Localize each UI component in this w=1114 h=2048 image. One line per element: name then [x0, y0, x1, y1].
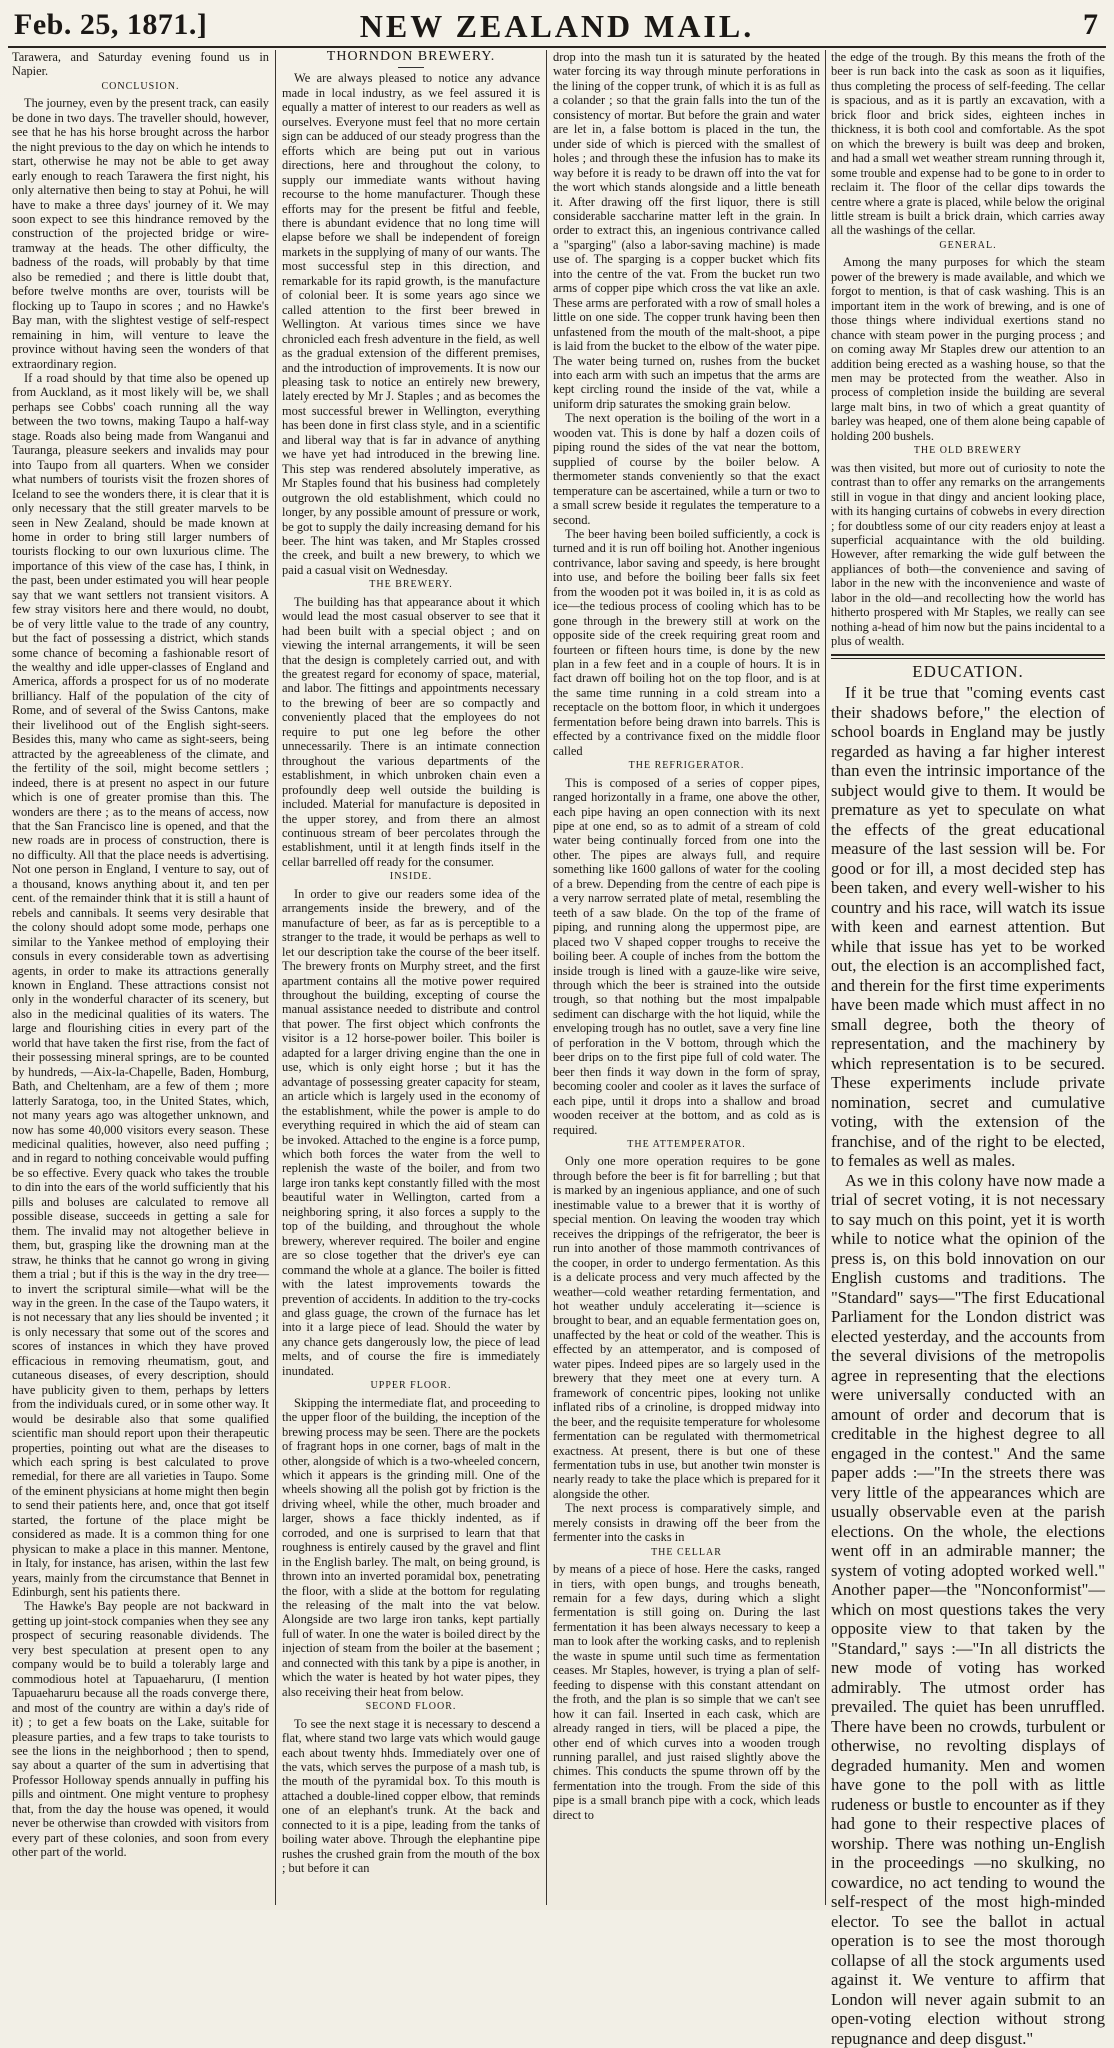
paragraph: Skipping the intermediate flat, and proceeding to the upper floor of the building, the inception of the brewing process may be seen. There are the pockets of fragrant hops in one corner, bags of malt in the other, alongside of which is a two-wheeled concern, which it appears is the grinding mill. One of the wheels showing all the polish got by friction is the driving wheel, while the other, much broader and larger, shows a face thickly indented, as if corroded, and one is surprised to learn that that roughness is entirely caused by the gravel and flint in the English barley. The malt, on being ground, is thrown into an inverted poramidal box, penetrating the floor, with a slide at the bottom for regulating the releasing of the malt into the vat below. Alongside are two large iron tanks, kept partially full of water. In one the water is boiled direct by the injection of steam from the boiler at the basement ; and connected with this tank by a pipe is another, in which the water is heated by hot water pipes, they also receiving their heat from below.: [282, 1395, 540, 1699]
page-number: 7: [1083, 8, 1098, 41]
masthead-rule: [8, 46, 1106, 48]
column-2: [282, 50, 540, 1905]
section-heading-conclusion: CONCLUSION.: [101, 80, 180, 92]
section-heading-cellar: THE CELLAR: [651, 1546, 722, 1558]
section-heading-refrigerator: THE REFRIGERATOR.: [628, 760, 745, 772]
paragraph: This is composed of a series of copper pipes, ranged horizontally in a frame, one above the other, each pipe having an open connection with its next pipe at one end, so as to admit of a stream of cold water being continually forced from one into the other. The pipes are always full, and require something like 1600 gallons of water for the cooling of a brew. Depending from the centre of each pipe is a very narrow serrated plate of metal, resembling the teeth of a saw blade. On the top of the frame of piping, and running along the uppermost pipe, are placed two V shaped copper troughs to receive the boiling beer. A couple of inches from the bottom the inside trough is lined with a gauze-like wire seive, through which the beer is strained into the outside trough, so that nothing but the most impalpable sediment can discharge with the hot liquid, while the enveloping trough has no outlet, save a very fine line of perforation in the V bottom, through which the beer drips on to the first pipe full of cold water. The beer then finds it way down in the form of spray, becoming cooler and cooler as it laves the surface of each pipe, until it drops into a shallow and broad wooden receiver at the bottom, and as cold as is required.: [553, 775, 820, 1137]
lead-line: Tarawera, and Saturday evening found us in Napier.: [12, 50, 269, 79]
newspaper-title: NEW ZEALAND MAIL.: [359, 8, 755, 44]
paragraph: The next process is comparatively simple, and merely consists in drawing off the beer from the fermenter into the casks in: [553, 1501, 820, 1545]
section-heading-general: GENERAL.: [939, 239, 997, 251]
paragraph: The journey, even by the present track, can easily be done in two days. The traveller should, however, see that he has his horse brought across the harbor the night previous to the day on which he intends to start, otherwise he may not be able to get away early enough to reach Tarawera the first night, his only alternative then being to stay at Pohui, he will have to make a three days' journey of it. We may soon expect to see this hindrance removed by the construction of the projected bridge or wire-tramway at the heads. The other difficulty, the badness of the roads, will probably by that time also be remedied ; and there is little doubt that, before twelve months are over, tourists will be flocking up to Taupo in scores ; and no Hawke's Bay man, with the slightest vestige of self-respect remaining in him, will venture to leave the province without having seen the wonders of that extraordinary region.: [12, 96, 269, 371]
column-rule: [825, 50, 826, 1905]
article-title-thorndon-brewery: THORNDON BREWERY.: [326, 49, 496, 64]
title-rule: [398, 67, 424, 68]
paragraph: If a road should by that time also be opened up from Auckland, as it most likely will be, we shall perhaps see Cobbs' coach running all the way between the two towns, making Taupo a half-way stage. Roads also being made from Wanganui and Tauranga, pleasure seekers and invalids may pour into Taupo from all quarters. When we consider what numbers of tourists visit the frozen shores of Iceland to see the wonders there, it is clear that it is only necessary that the still greater marvels to be seen in New Zealand, should be made known at home in order to bring still larger numbers of tourists flocking to our own luxurious clime. The importance of this view of the case has, I think, in the past, been under estimated you will hear people say that we want settlers not transient visitors. A few stray visitors here and there would, no doubt, be of very little value to the trade of any country, but the fact of possessing a district, which stands some chance of becoming a fashionable resort of the wealthy and idle upper-classes of England and America, affords a prospect for us of no moderate brilliancy. Half of the population of the city of Rome, and of several of the Swiss Cantons, make their livelihood out of the English sight-seers. Besides this, many who came as sight-seers, being attracted by the agreeableness of the climate, and the fertility of the soil, might become settlers ; indeed, there is at present no aspect in our future which is one of greater promise than this. The wonders are there ; as to the means of access, now that the San Francisco line is opened, and that the new roads are in process of construction, there is no difficulty. All that the place needs is advertising. Not one person in England, I venture to say, out of a thousand, knows anything about it, and ten per cent. of the remainder think that it is still a haunt of rebels and cannibals. It seems very desirable that the colony should adopt some mode, perhaps one similar to the Yankee method of employing their consuls in every considerable town as advertising agents, in order to make its attractions generally known in England. These attractions consist not only in the wonderful character of its scenery, but also in the medicinal qualities of its waters. The large and flourishing cities in every part of the world that have taken the first rise, from the fact of their possessing mineral springs, are to be counted by hundreds, —Aix-la-Chapelle, Baden, Homburg, Bath, and Cheltenham, are a few of them ; more latterly Saratoga, too, in the United States, which, not many years ago was altogether unknown, and now has some 40,000 visitors every season. These medicinal qualities, however, also need puffing ; and in regard to nothing conceivable would puffing be so effective. Every quack who takes the trouble to din into the ears of the world sufficiently that his pills and boluses are calculated to remove all possible disease, succeeds in getting a sale for them. The invalid may not altogether believe in them, but, grasping like the drowning man at the straw, he thinks that he cannot go wrong in giving them a trial ; but if this is the way in the dry tree—to invert the scriptural simile—what will be the way in the green. In the case of the Taupo waters, it is not necessary that any lies should be invented ; it is only necessary that some out of the scores and scores of instances in which they have proved efficacious in removing rheumatism, gout, and cutaneous diseases, of every description, should have publicity given to them, perhaps by letters from the individuals cured, or in some other way. It would be desirable also that some qualified scientific man should report upon their therapeutic properties, pointing out what are the diseases to which each spring is best calculated to prove remedial, for there are all varieties in Taupo. Some of the eminent physicians at home might then begin to send their patients here, and, once that got itself started, the fortune of the place might be considered as made. It is a common thing for one physican to make a place in this manner. Mentone, in Italy, for instance, has arisen, within the last few years, mainly from the circumstance that Bennet in Edinburgh, sent his patients there.: [12, 370, 269, 1600]
paragraph: The building has that appearance about it which would lead the most casual observer to see that it had been built with a special object ; and on viewing the internal arrangements, it will be seen that the design is completely carried out, and with the greatest regard for economy of space, material, and labor. The fittings and appointments necessary to the brewing of beer are so compactly and conveniently placed that the employees do not require to put one leg before the other unnecessarily. There is an intimate connection throughout the various departments of the establishment, in which unbroken chain even a profoundly deep well outside the building is included. Material for manufacture is deposited in the upper storey, and from there an almost continuous stream of beer percolates through the establishment, until it at length finds itself in the cellar barrelled off ready for the consumer.: [282, 594, 540, 869]
paragraph: the edge of the trough. By this means the froth of the beer is run back into the cask as soon as it liquifies, thus completing the process of self-feeding. The cellar is spacious, and as it is partly an excavation, with a brick floor and brick sides, eighteen inches in thickness, it is both cool and comfortable. As the spot on which the brewery is built was deep and broken, and had a small wet weather stream running through it, some trouble and expense had to be gone to in order to reclaim it. The floor of the cellar dips towards the centre where a grate is placed, while below the original little stream is built a brick drain, which carries away all the washings of the cellar.: [831, 50, 1105, 238]
paragraph: The next operation is the boiling of the wort in a wooden vat. This is done by half a dozen coils of piping round the sides of the vat near the bottom, supplied of course by the boiler below. A thermometer stands conveniently so that the exact temperature can be ascertained, while a turn or two to a small screw beside it regulates the temperature to a second.: [553, 411, 820, 527]
issue-date: Feb. 25, 1871.]: [14, 8, 208, 41]
paragraph: by means of a piece of hose. Here the casks, ranged in tiers, with open bungs, and troughs beneath, remain for a few days, during which a slight fermentation is still going on. During the last fermentation it has been always necessary to keep a man to look after the working casks, and to replenish the waste in spume until such time as fermentation ceases. Mr Staples, however, is trying a plan of self-feeding to dispense with this constant attendant on the froth, and the plan is so simple that we can't see how it can fail. Inserted in each cask, which are already ranged in tiers, will be placed a pipe, the other end of which curves into a wooden trough running parallel, and just raised slightly above the chimes. This conducts the spume thrown off by the fermentation into the trough. From the side of this pipe is a small branch pipe with a cock, which leads direct to: [553, 1562, 820, 1822]
paragraph: The Hawke's Bay people are not backward in getting up joint-stock companies when they see any prospect of securing reasonable dividends. The very best speculation at present open to any company would be to build a tolerably large and commodious hotel at Tapuaeharuru, (I mention Tapuaeharuru because all the roads converge there, and most of the country are within a day's ride of it) ; to get a few boats on the Lake, suitable for pleasure parties, and a few traps to take tourists to see the lions in the neighborhood ; then to spend, say about a quarter of the sum in advertising that Professor Holloway spends annually in puffing his pills and ointment. One might venture to prophesy that, from the day the house was opened, it would never be otherwise than crowded with visitors from every part of these colonies, and soon from every other part of the world.: [12, 1599, 269, 1860]
column-1: [12, 50, 269, 1905]
masthead: [0, 0, 1114, 46]
paragraph: drop into the mash tun it is saturated by the heated water forcing its way through minute perforations in the lining of the copper trunk, of which it is as full as a colander ; so that the grain falls into the tun of the consistency of mortar. But before the grain and water are let in, a false bottom is placed in the tun, the under side of which is pierced with the smallest of holes ; and through these the infusion has to make its way before it is ready to be drawn off into the vat for the wort which stands alongside and a little beneath it. After drawing off the first liquor, there is still considerable saccharine matter left in the grain. In order to extract this, an ingenious contrivance called a "sparging" (also a labor-saving machine) is made use of. The sparging is a copper bucket which fits into the centre of the vat. From the bucket run two arms of copper pipe which cross the vat like an axle. These arms are perforated with a row of small holes a little on one side. The copper trunk having been then unfastened from the mouth of the malt-shoot, a pipe is laid from the bucket to the elbow of the water pipe. The water being turned on, rushes from the bucket into each arm with such an impetus that the arms are kept circling round the inside of the vat, while a uniform drip saturates the smoking grain below.: [553, 50, 820, 411]
section-heading-inside: INSIDE.: [389, 871, 433, 883]
section-heading-second-floor: SECOND FLOOR.: [365, 1701, 457, 1713]
paragraph: Only one more operation requires to be gone through before the beer is fit for barrelling ; but that is marked by an ingenious appliance, and one of such inestimable value to a brewer that it is worthy of special mention. On leaving the wooden tray which receives the drippings of the refrigerator, the beer is run into another of those mammoth contrivances of the cooper, in order to undergo fermentation. As this is a delicate process and very much affected by the weather—cold weather retarding fermentation, and hot weather unduly accelerating it—science is brought to bear, and an equable fermentation goes on, unaffected by the heat or cold of the weather. This is effected by an attemperator, and is composed of water pipes. Indeed pipes are so largely used in the brewery that they meet one at every turn. A framework of concentric pipes, looking not unlike inflated ribs of a crinoline, is dropped midway into the beer, and the requisite temperature for wholesome fermentation can be regulated with thermometrical exactness. At present, there is but one of these fermentation tubs in use, but another twin monster is nearly ready to take the place which is prepared for it alongside the other.: [553, 1154, 820, 1501]
section-heading-old-brewery: THE OLD BREWERY: [913, 445, 1023, 457]
paragraph: The beer having been boiled sufficiently, a cock is turned and it is run off boiling hot. Another ingenious contrivance, labor saving and speedy, is here brought into use, and before the boiling beer falls six feet from the wooden pot it was boiled in, it is as cold as ice—the tedious process of cooling which has to be gone through in the brewery still at work on the opposite side of the creek requiring great room and fourteen or fifteen hours time, is done by the new plan in a few feet and in a couple of hours. It is in fact drawn off boiling hot on the top floor, and is at the same time running in a cold stream into a receptacle on the bottom floor, in which it undergoes fermentation before being drawn into barrels. This is effected by a contrivance fixed on the middle floor called: [553, 526, 820, 758]
section-divider: [831, 654, 1105, 656]
paragraph: We are always pleased to notice any advance made in local industry, as we feel assured it is equally a matter of interest to our readers as well as ourselves. Everyone must feel that no more certain sign can be adduced of our steady progress than the efforts which are being put out in various directions, here and throughout the colony, to supply our immediate wants without having recourse to the home manufacturer. Though these efforts may for the present be fitful and feeble, there is abundant evidence that no long time will elapse before we shall be independent of foreign markets in the supplying of many of our wants. The most successful step in this direction, and remarkable for its rapid growth, is the manufacture of colonial beer. It is some years ago since we called attention to the first beer brewed in Wellington. At various times since we have chronicled each fresh adventure in the field, as well as the gradual extension of the different premises, and the introduction of improvements. It is now our pleasing task to notice an entirely new brewery, lately erected by Mr J. Staples ; and as becomes the most successful brewer in Wellington, everything has been done in first class style, and in a scientific and liberal way that is far in advance of anything we have yet had introduced in the brewing line. This step was rendered absolutely imperative, as Mr Staples found that his business had completely outgrown the old establishment, which could no longer, by any possible amount of pressure or work, be got to supply the daily increasing demand for his beer. The hint was taken, and Mr Staples crossed the creek, and built a new brewery, to which we paid a casual visit on Wednesday.: [282, 71, 540, 577]
article-title-education: EDUCATION.: [912, 661, 1024, 681]
section-heading-attemperator: THE ATTEMPERATOR.: [627, 1138, 746, 1150]
section-heading-upper-floor: UPPER FLOOR.: [370, 1380, 452, 1392]
paragraph: was then visited, but more out of curiosity to note the contrast than to offer any remarks on the arrangements still in vogue in that dingy and ancient looking place, with its hanging curtains of cobwebs in every direction ; for doubtless some of our city readers enjoy at least a superficial acquaintance with the old building. However, after remarking the wide gulf between the appliances of both—the convenience and saving of labor in the new with the inconvenience and waste of labor in the old—and recollecting how the world has hitherto prospered with Mr Staples, we really can see nothing a-head of him now but the pains incidental to a plus of wealth.: [831, 460, 1105, 649]
education-article-body: [831, 683, 1105, 2048]
section-divider: [831, 658, 1105, 659]
paragraph: As we in this colony have now made a trial of secret voting, it is not necessary to say much on this point, yet it is worth while to notice what the opinion of the press is, on this bold innovation on our English customs and traditions. The "Standard" says—"The first Educational Parliament for the London district was elected yesterday, and the accounts from the several divisions of the metropolis agree in representing that the elections were universally conducted with an amount of order and decorum that is creditable in the highest degree to all engaged in the contest." And the same paper adds :—"In the streets there was very little of the appearances which are usually observable even at the parish elections. On the whole, the elections went off in an admirable manner; the system of voting adopted worked well." Another paper—the "Nonconformist"—which on most questions takes the very opposite view to that taken by the "Standard," says :—"In all districts the new mode of voting has worked admirably. The utmost order has prevailed. The quiet has been unruffled. There have been no crowds, turbulent or otherwise, no revolting displays of degraded humanity. Men and women have gone to the poll with as little rudeness or bustle to encounter as if they had gone to their respective places of worship. There was nothing un-English in the proceedings —no skulking, no cowardice, no act tending to wound the self-respect of the most high-minded elector. To see the ballot in actual operation is to see the most thorough collapse of all the stock arguments used against it. We venture to affirm that London will never again submit to an open-voting election without strong repugnance and deep disgust.": [831, 1170, 1105, 2048]
paragraph: If it be true that "coming events cast their shadows before," the election of school boards in England may be justly regarded as having a far higher interest than even the intrinsic importance of the subject would give to them. It would be premature as yet to speculate on what the effects of the great educational measure of the last session will be. For good or for ill, a most decided step has been taken, and every well-wisher to his country and his race, will watch its issue with keen and earnest attention. But while that issue has yet to be worked out, the election is an accomplished fact, and therein for the first time experiments have been made which must affect in no small degree, both the theory of representation, and the machinery by which representation is to be secured. These experiments include private nomination, secret and cumulative voting, with the extension of the franchise, and of the right to be elected, to females as well as males.: [831, 683, 1105, 1171]
column-rule: [546, 50, 547, 1905]
column-4: [831, 50, 1105, 2048]
column-3: [553, 50, 820, 1905]
column-rule: [275, 50, 276, 1905]
section-heading-the-brewery: THE BREWERY.: [369, 579, 453, 591]
paragraph: To see the next stage it is necessary to descend a flat, where stand two large vats which would gauge each about twenty hhds. Immediately over one of the vats, which serves the purpose of a mash tub, is the mouth of the pyramidal box. To this mouth is attached a double-lined copper elbow, that reminds one of an elephant's trunk. At the back and connected to it is a pipe, leading from the tanks of boiling water above. Through the elephantine pipe rushes the crushed grain from the mouth of the box ; but before it can: [282, 1716, 540, 1876]
paragraph: Among the many purposes for which the steam power of the brewery is made available, and which we forgot to mention, is that of cask washing. This is an important item in the work of brewing, and is one of those things where individual exertions stand no chance with steam power in the purging process ; and on coming away Mr Staples drew our attention to an addition being erected as a washing house, so that the men may be protected from the weather. Also in process of completion inside the building are several large malt bins, in two of which a great quantity of barley was heaped, one of them alone being capable of holding 200 bushels.: [831, 255, 1105, 443]
paragraph: In order to give our readers some idea of the arrangements inside the brewery, and of the manufacture of beer, as far as is perceptible to a stranger to the trade, it would be perhaps as well to let our description take the course of the beer itself. The brewery fronts on Murphy street, and the first apartment contains all the motive power required throughout the building, excepting of course the manual assistance needed to distribute and control that power. The first object which confronts the visitor is a 12 horse-power boiler. This boiler is adapted for a larger driving engine than the one in use, which is only eight horse ; but it has the advantage of possessing greater capacity for steam, an article which is largely used in the economy of the establishment, while the power is ample to do everything required in which the aid of steam can be invoked. Attached to the engine is a force pump, which both forces the water from the well to replenish the waste of the boiler, and from two large iron tanks kept constantly filled with the most beautiful water in Wellington, carted from a neighboring spring, it also forces a supply to the top of the building, and throughout the whole brewery, wherever required. The boiler and engine are so close together that the driver's eye can command the whole at a glance. The boiler is fitted with the latest improvements towards the prevention of accidents. In addition to the try-cocks and glass guage, the crown of the furnace has let into it a large piece of lead. Should the water by any chance gets dangerously low, the piece of lead melts, and of course the fire is immediately inundated.: [282, 886, 540, 1378]
